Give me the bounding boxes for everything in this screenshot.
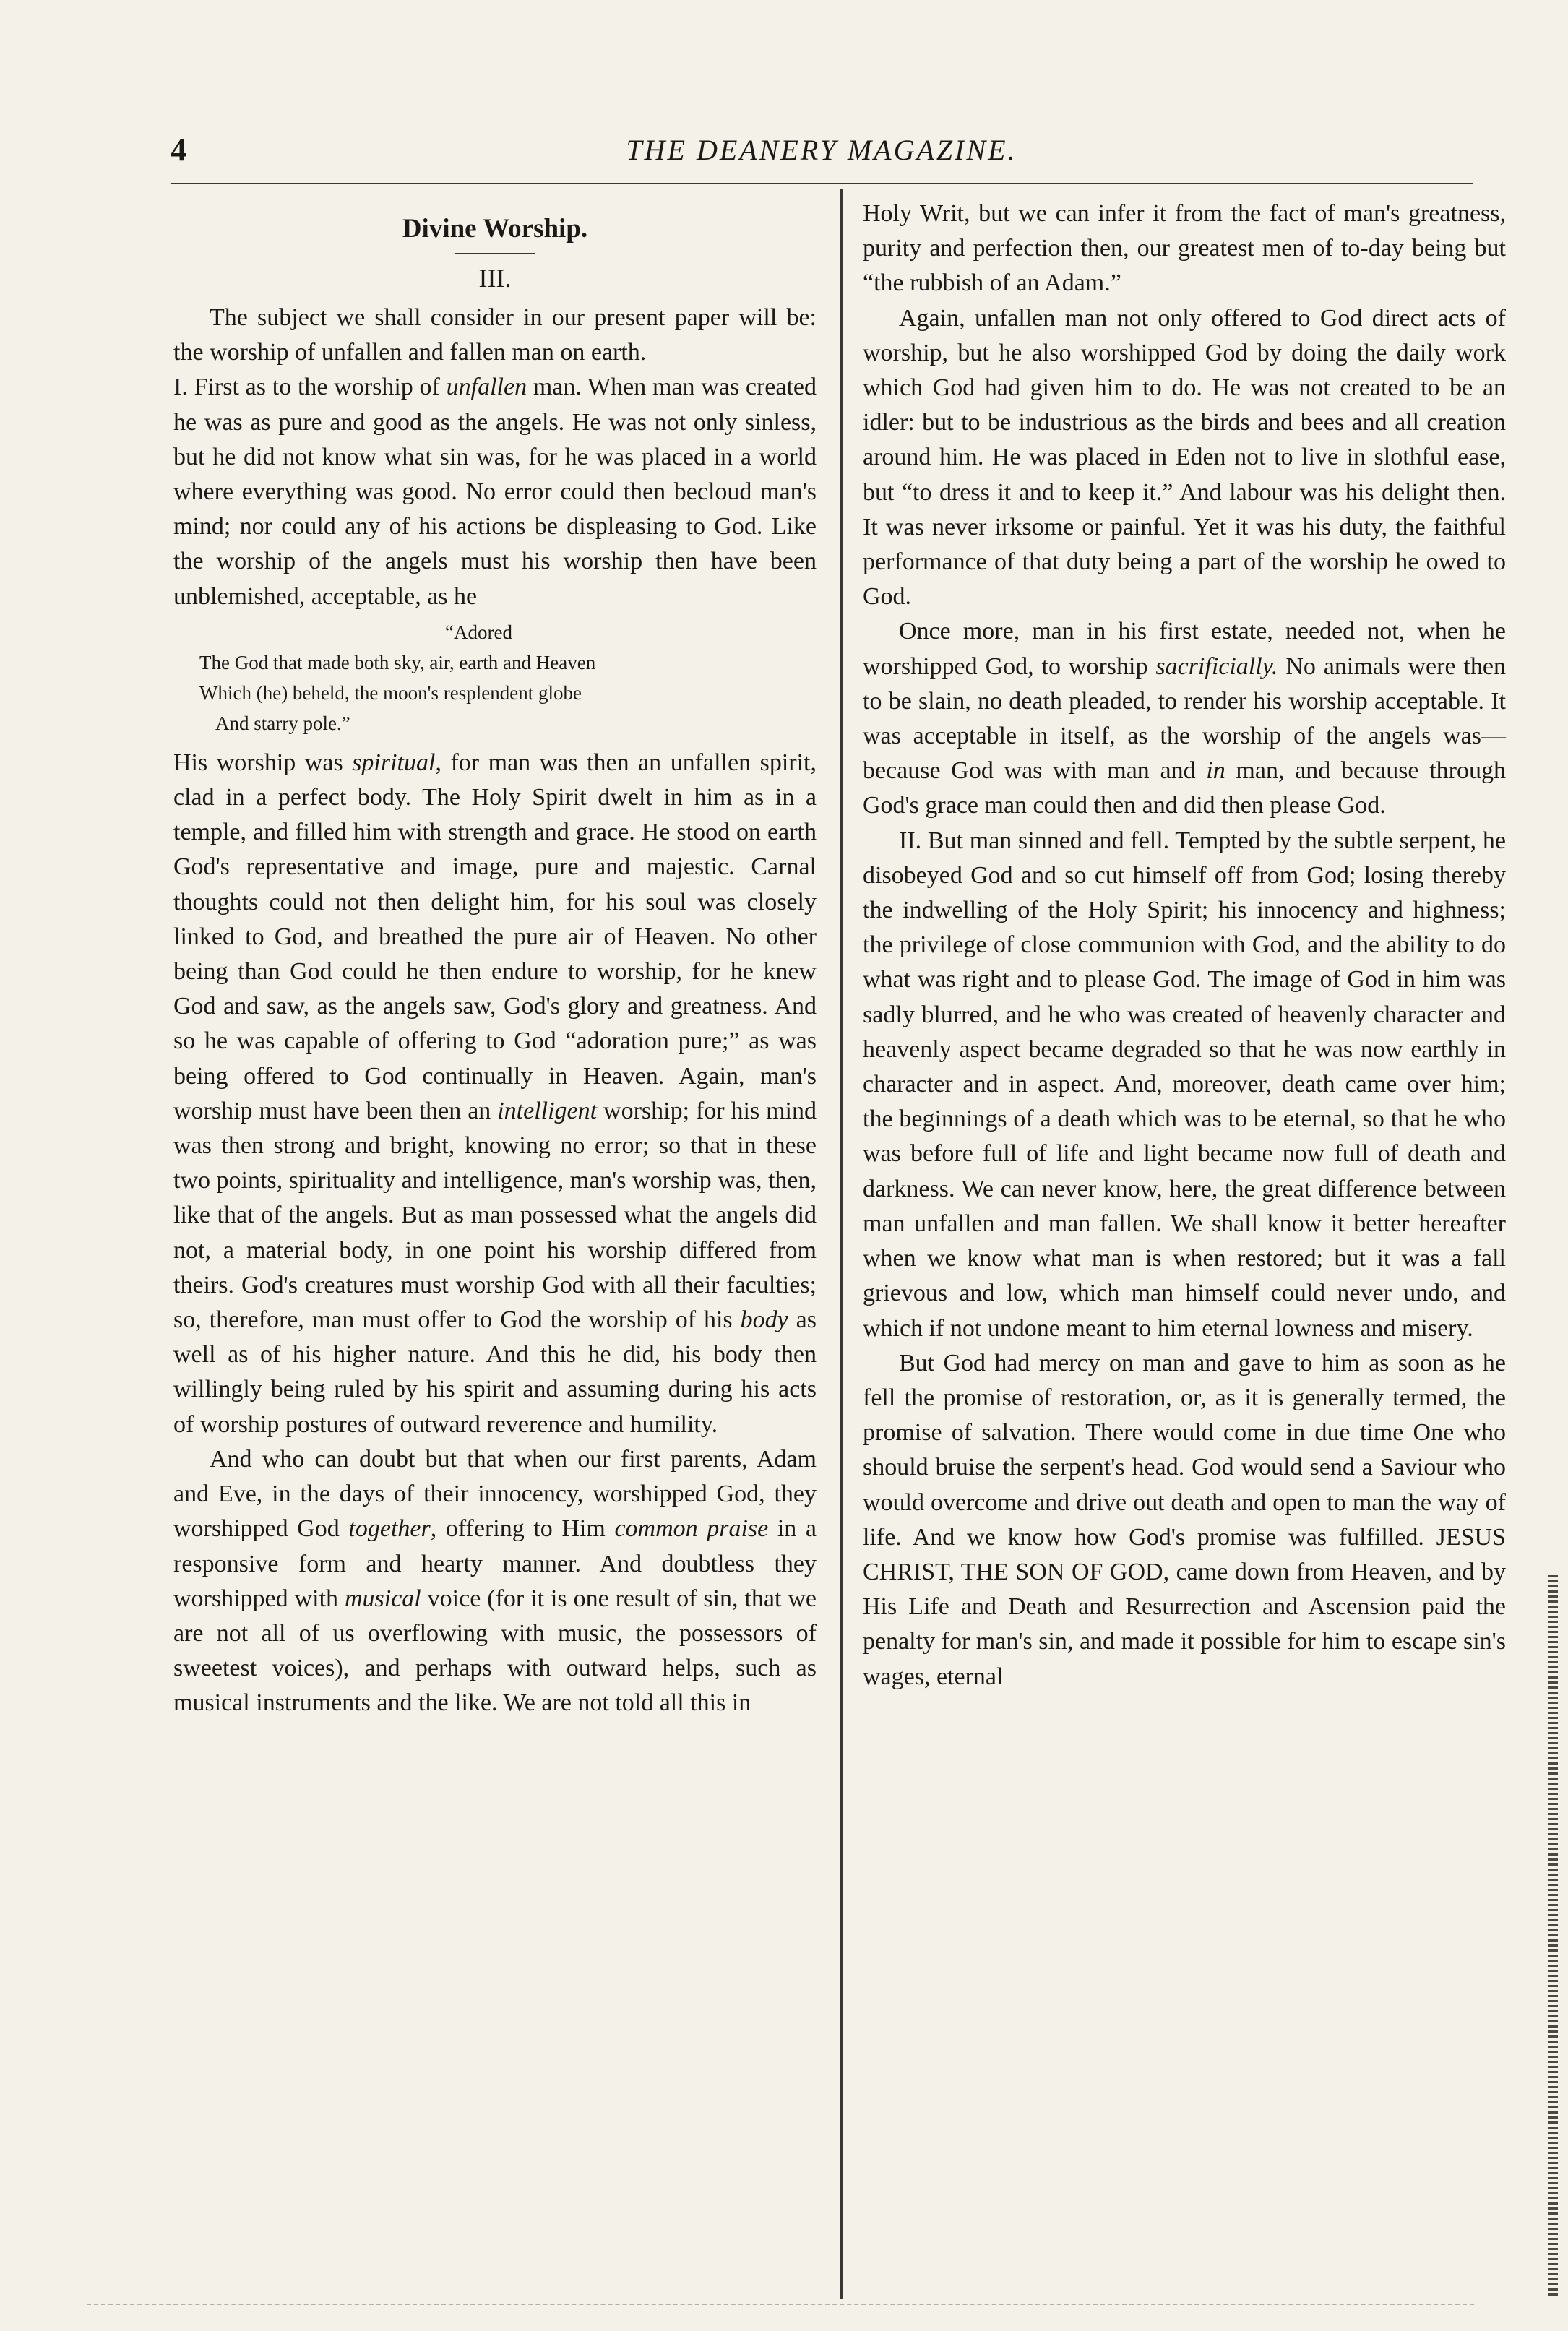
- section-number: III.: [478, 264, 512, 293]
- poem-quote: [173, 617, 817, 738]
- paragraph: Once more, man in his first estate, needed not, when he worshipped God, to worship sacrificially. No animals were then to be slain, no death pleaded, to render his worship acceptable. It was acceptable in itself, as the worship of the angels was—because God was with man and in man, and because through God's grace man could then and did then please God.: [863, 618, 1506, 819]
- article-title: Divine Worship.: [402, 214, 588, 244]
- page-header: [171, 129, 1473, 172]
- left-column: [173, 197, 817, 1721]
- paragraph: But God had mercy on man and gave to him as soon as he fell the promise of restoration, or, as it is generally termed, the promise of salvation. There would come in due time One who should bruise the serpent's head. God would send a Saviour who would overcome and drive out death and open to man the way of life. And we know how God's promise was fulfilled. JESUS CHRIST, THE SON OF GOD, came down from Heaven, and by His Life and Death and Resurrection and Ascension paid the penalty for man's sin, and made it possible for him to escape sin's wages, eternal: [863, 1349, 1506, 1690]
- title-rule: [455, 253, 535, 254]
- poem-line: The God that made both sky, air, earth and Heaven: [199, 651, 596, 673]
- poem-line: And starry pole.”: [215, 712, 350, 734]
- bottom-edge-rule: [87, 2304, 1474, 2305]
- poem-line: “Adored: [445, 621, 512, 643]
- paragraph: Holy Writ, but we can infer it from the fact of man's greatness, purity and perfection then, our greatest men of to-day being but “the rubbish of an Adam.”: [863, 200, 1506, 297]
- page-number: 4: [171, 132, 186, 168]
- right-column: [863, 197, 1506, 1694]
- header-rule: [171, 181, 1473, 184]
- paragraph: His worship was spiritual, for man was then an unfallen spirit, clad in a perfect body. The Holy Spirit dwelt in him as in a temple, and filled him with strength and grace. He stood on earth God's representative and image, pure and majestic. Carnal thoughts could not then delight him, for his soul was closely linked to God, and breathed the pure air of Heaven. No other being than God could he then endure to worship, for he knew God and saw, as the angels saw, God's glory and greatness. And so he was capable of offering to God “adoration pure;” as was being offered to God continually in Heaven. Again, man's worship must have been then an intelligent worship; for his mind was then strong and bright, knowing no error; so that in these two points, spirituality and intelligence, man's worship was, then, like that of the angels. But as man possessed what the angels did not, a material body, in one point his worship differed from theirs. God's creatures must worship God with all their faculties; so, therefore, man must offer to God the worship of his body as well as of his higher nature. And this he did, his body then willingly being ruled by his spirit and assuming during his acts of worship postures of outward reverence and humility.: [173, 749, 817, 1438]
- magazine-title: THE DEANERY MAGAZINE.: [626, 134, 1017, 166]
- paragraph: And who can doubt but that when our first parents, Adam and Eve, in the days of their innocency, worshipped God, they worshipped God together, offering to Him common praise in a responsive form and hearty manner. And doubtless they worshipped with musical voice (for it is one result of sin, that we are not all of us overflowing with music, the possessors of sweetest voices), and perhaps with outward helps, such as musical instruments and the like. We are not told all this in: [173, 1445, 817, 1717]
- paragraph: The subject we shall consider in our present paper will be: the worship of unfallen and fallen man on earth.: [173, 304, 817, 366]
- paragraph: Again, unfallen man not only offered to God direct acts of worship, but he also worshipped God by doing the daily work which God had given him to do. He was not created to be an idler: but to be industrious as the birds and bees and all creation around him. He was placed in Eden not to live in slothful ease, but “to dress it and to keep it.” And labour was his delight then. It was never irksome or painful. Yet it was his duty, the faithful performance of that duty being a part of the worship he owed to God.: [863, 304, 1506, 611]
- paragraph: I. First as to the worship of unfallen man. When man was created he was as pure and good as the angels. He was not only sinless, but he did not know what sin was, for he was placed in a world where everything was good. No error could then becloud man's mind; nor could any of his actions be displeasing to God. Like the worship of the angels must his worship then have been unblemished, acceptable, as he: [173, 374, 817, 610]
- column-divider: [840, 189, 843, 2299]
- poem-line: Which (he) beheld, the moon's resplendent globe: [199, 681, 582, 704]
- scan-edge-artifact: [1548, 1575, 1558, 2298]
- paragraph: II. But man sinned and fell. Tempted by the subtle serpent, he disobeyed God and so cut himself off from God; losing thereby the indwelling of the Holy Spirit; his innocency and highness; the privilege of close communion with God, and the ability to do what was right and to please God. The image of God in him was sadly blurred, and he who was created of heavenly character and heavenly aspect became degraded so that he was now earthly in character and in aspect. And, moreover, death came over him; the beginnings of a death which was to be eternal, so that he who was before full of life and light became now full of death and darkness. We can never know, here, the great difference between man unfallen and man fallen. We shall know it better hereafter when we know what man is when restored; but it was a fall grievous and low, which man himself could never undo, and which if not undone meant to him eternal lowness and misery.: [863, 827, 1506, 1342]
